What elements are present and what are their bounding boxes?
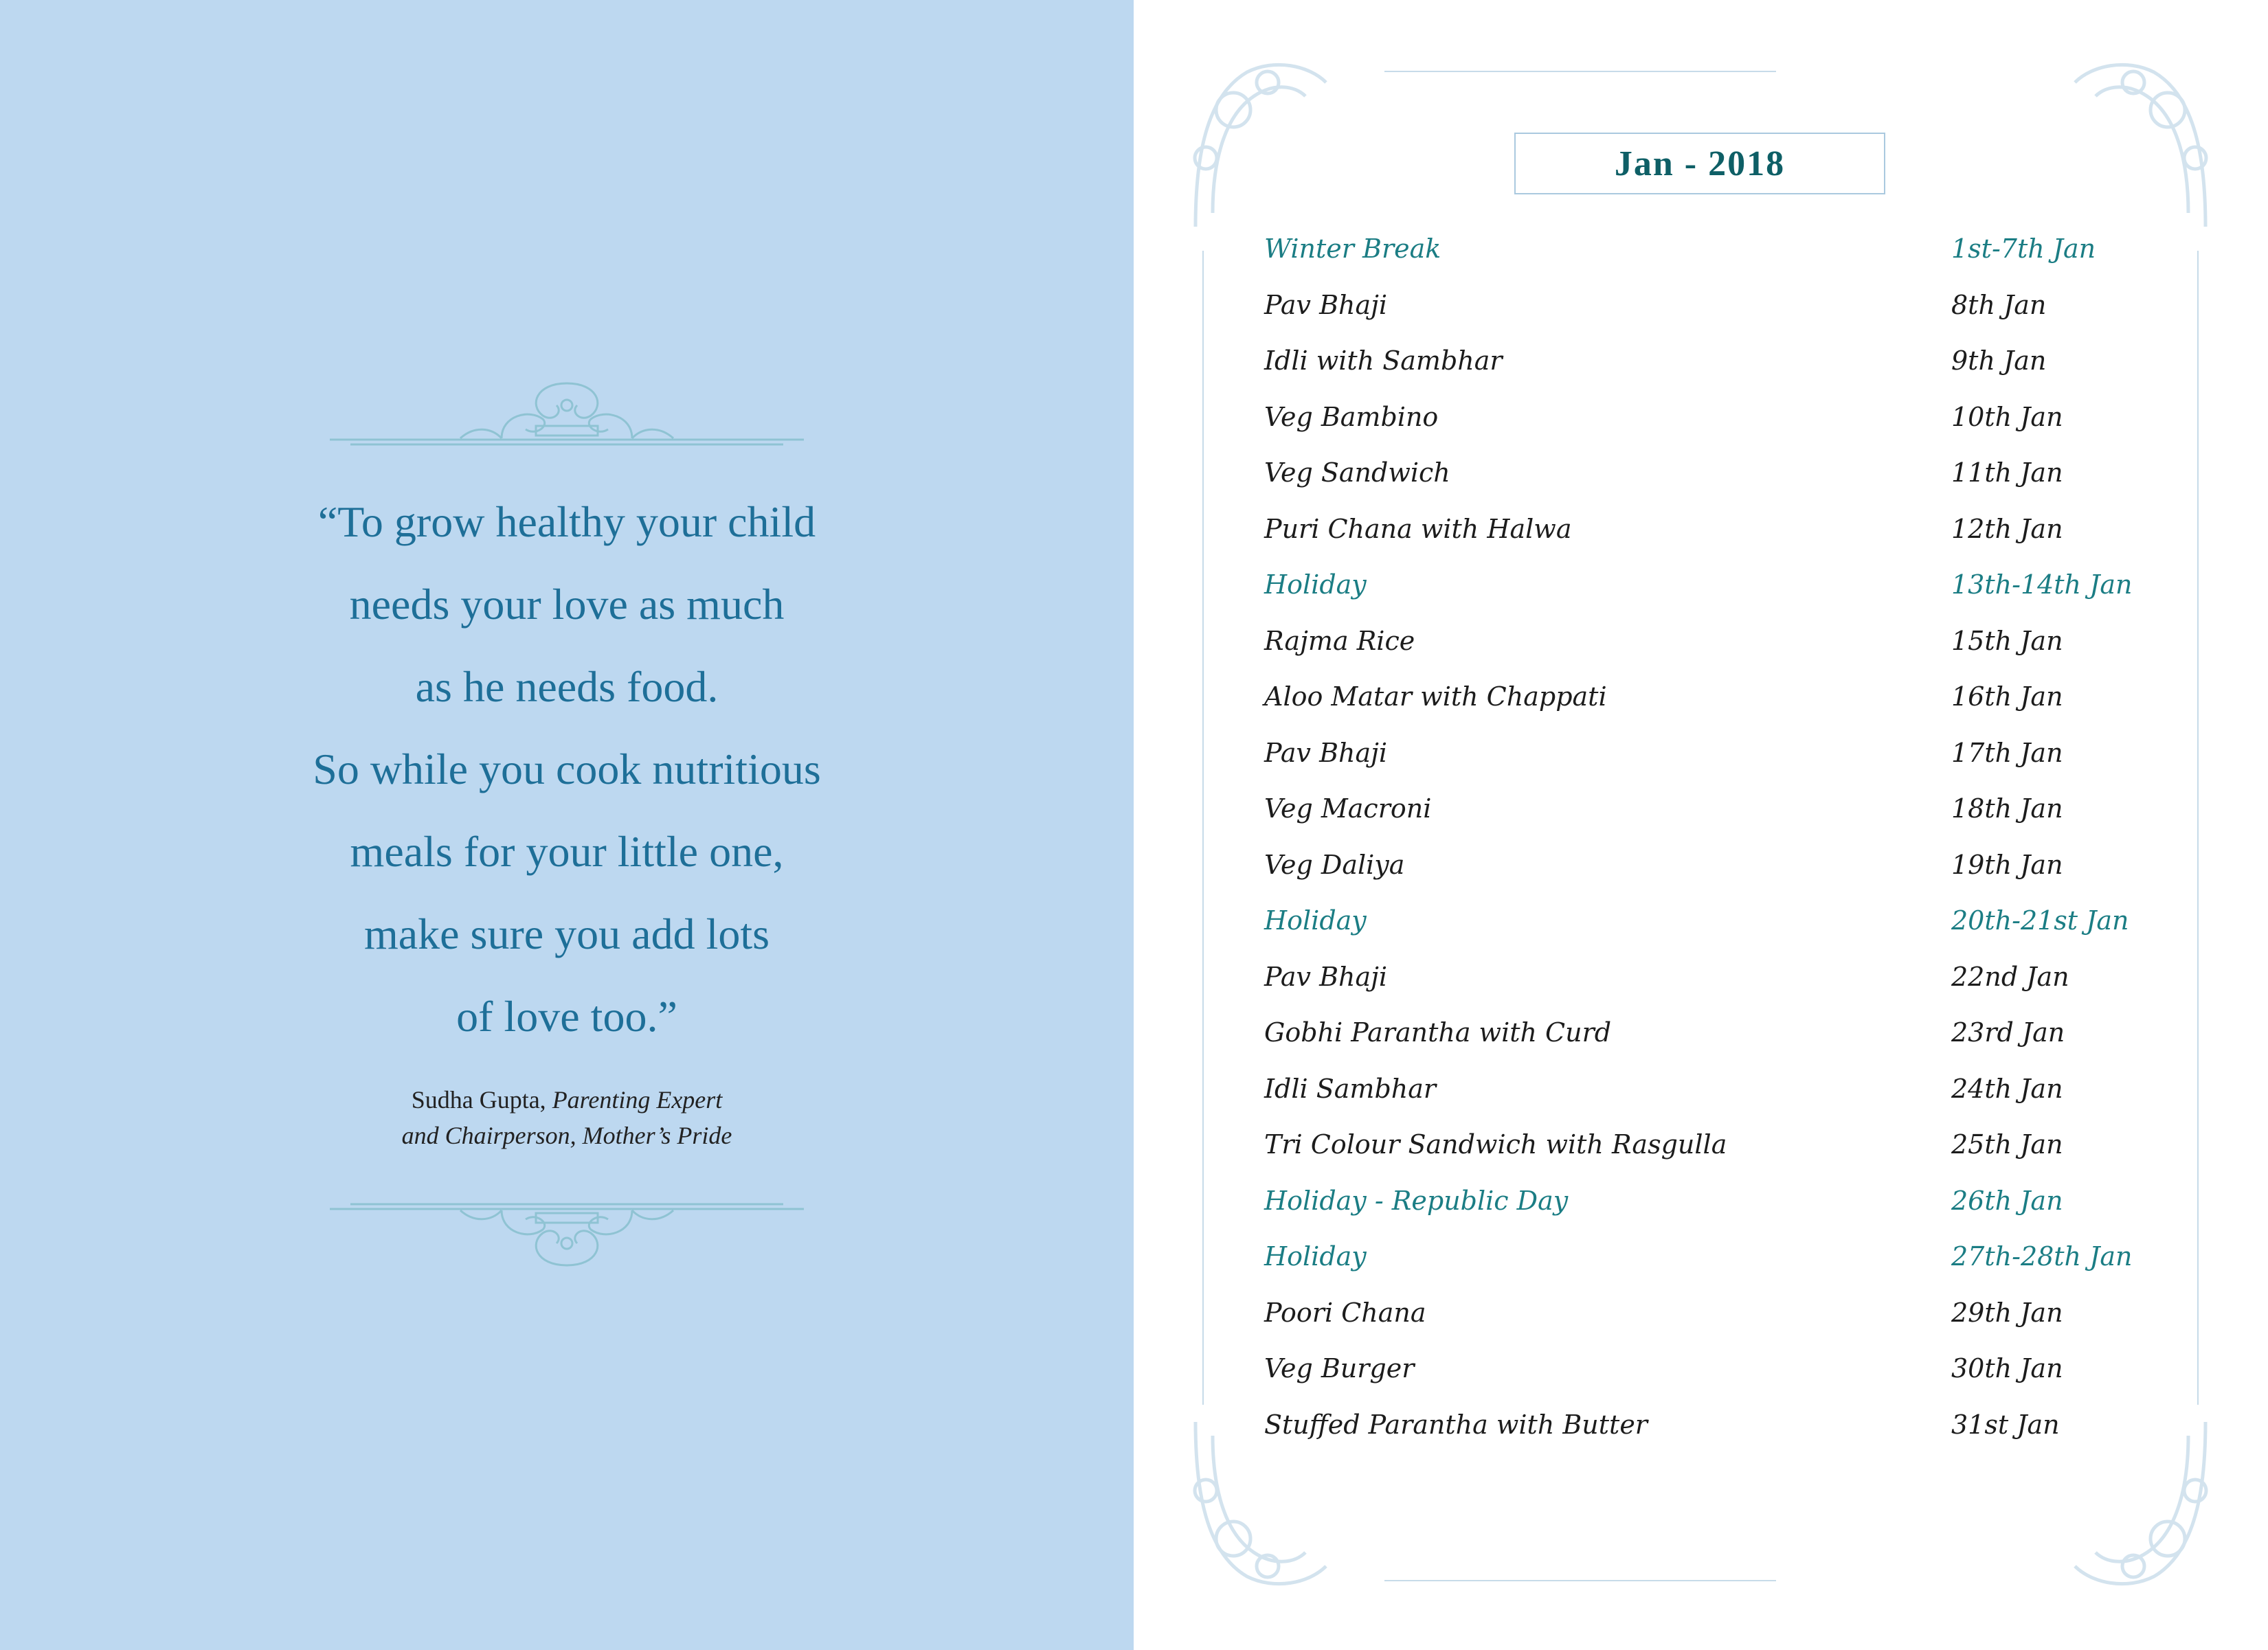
menu-row (1264, 1186, 2157, 1242)
menu-dish: Veg Daliya (1264, 849, 1405, 880)
menu-row (1264, 681, 2157, 738)
menu-row (1264, 626, 2157, 682)
menu-row (1264, 793, 2157, 850)
quote-line: as he needs food. (415, 662, 719, 711)
menu-dish: Rajma Rice (1264, 625, 1415, 656)
corner-flourish-icon (1185, 55, 1329, 227)
menu-date: 29th Jan (1951, 1297, 2063, 1328)
menu-date: 22nd Jan (1951, 961, 2069, 992)
frame-top-line (1384, 71, 1776, 72)
month-title: Jan - 2018 (1514, 133, 1885, 194)
menu-dish: Puri Chana with Halwa (1264, 513, 1572, 544)
menu-row (1264, 1298, 2157, 1354)
menu-dish: Idli Sambhar (1264, 1073, 1437, 1104)
menu-row (1264, 1241, 2157, 1298)
author-role-continued: and Chairperson, Mother’s Pride (401, 1122, 732, 1149)
menu-date: 12th Jan (1951, 513, 2063, 544)
menu-date: 26th Jan (1951, 1185, 2063, 1216)
menu-date: 27th-28th Jan (1951, 1241, 2133, 1272)
menu-row (1264, 514, 2157, 570)
menu-row (1264, 346, 2157, 402)
menu-row (1264, 738, 2157, 794)
menu-dish: Poori Chana (1264, 1297, 1426, 1328)
menu-page (1134, 0, 2268, 1650)
menu-date: 11th Jan (1951, 457, 2063, 488)
menu-dish: Holiday - Republic Day (1264, 1185, 1569, 1216)
menu-date: 30th Jan (1951, 1353, 2063, 1383)
bottom-ornament-icon (330, 1195, 804, 1271)
menu-dish: Veg Bambino (1264, 401, 1439, 432)
menu-dish: Veg Sandwich (1264, 457, 1450, 488)
menu-dish: Stuffed Parantha with Butter (1264, 1409, 1648, 1440)
menu-date: 20th-21st Jan (1951, 905, 2129, 936)
menu-row (1264, 457, 2157, 514)
menu-date: 8th Jan (1951, 289, 2047, 320)
menu-dish: Aloo Matar with Chappati (1264, 681, 1607, 712)
menu-dish: Veg Burger (1264, 1353, 1415, 1383)
corner-flourish-icon (2071, 55, 2216, 227)
menu-row (1264, 850, 2157, 906)
quote-line: needs your love as much (349, 580, 785, 629)
quote-line: So while you cook nutritious (313, 745, 821, 793)
menu-date: 16th Jan (1951, 681, 2063, 712)
menu-dish: Pav Bhaji (1264, 289, 1388, 320)
author-name: Sudha Gupta, (411, 1086, 546, 1114)
quote-line: “To grow healthy your child (317, 497, 816, 546)
menu-date: 25th Jan (1951, 1129, 2063, 1160)
menu-date: 9th Jan (1951, 346, 2047, 376)
quote-text (206, 481, 928, 1058)
quote-line: meals for your little one, (350, 827, 784, 876)
menu-row (1264, 402, 2157, 458)
menu-row (1264, 1353, 2157, 1410)
menu-date: 10th Jan (1951, 401, 2063, 432)
menu-date: 18th Jan (1951, 793, 2063, 824)
menu-row (1264, 1074, 2157, 1130)
menu-dish: Tri Colour Sandwich with Rasgulla (1264, 1129, 1727, 1160)
menu-date: 24th Jan (1951, 1073, 2063, 1104)
menu-dish: Pav Bhaji (1264, 961, 1388, 992)
menu-row (1264, 962, 2157, 1018)
top-ornament-icon (330, 378, 804, 453)
menu-dish: Winter Break (1264, 234, 1441, 264)
menu-row (1264, 1017, 2157, 1074)
menu-dish: Holiday (1264, 1241, 1367, 1272)
quote-line: make sure you add lots (363, 909, 770, 958)
menu-row (1264, 1410, 2157, 1466)
menu-dish: Pav Bhaji (1264, 737, 1388, 768)
menu-date: 15th Jan (1951, 625, 2063, 656)
menu-row (1264, 290, 2157, 346)
author-role: Parenting Expert (552, 1086, 723, 1114)
menu-dish: Veg Macroni (1264, 793, 1432, 824)
quote-attribution (206, 1082, 928, 1153)
menu-date: 13th-14th Jan (1951, 569, 2133, 600)
menu-date: 19th Jan (1951, 849, 2063, 880)
menu-dish: Holiday (1264, 569, 1367, 600)
menu-row (1264, 1129, 2157, 1186)
menu-date: 17th Jan (1951, 737, 2063, 768)
menu-list (1264, 234, 2157, 1465)
menu-dish: Gobhi Parantha with Curd (1264, 1017, 1612, 1048)
frame-bottom-line (1384, 1580, 1776, 1581)
menu-row (1264, 905, 2157, 962)
menu-date: 31st Jan (1951, 1409, 2060, 1440)
quote-line: of love too.” (456, 992, 677, 1041)
menu-dish: Idli with Sambhar (1264, 346, 1503, 376)
menu-date: 23rd Jan (1951, 1017, 2065, 1048)
frame-right-line (2197, 251, 2199, 1405)
frame-left-line (1202, 251, 1204, 1405)
menu-row (1264, 569, 2157, 626)
menu-date: 1st-7th Jan (1951, 234, 2096, 264)
menu-row (1264, 234, 2157, 290)
menu-dish: Holiday (1264, 905, 1367, 936)
